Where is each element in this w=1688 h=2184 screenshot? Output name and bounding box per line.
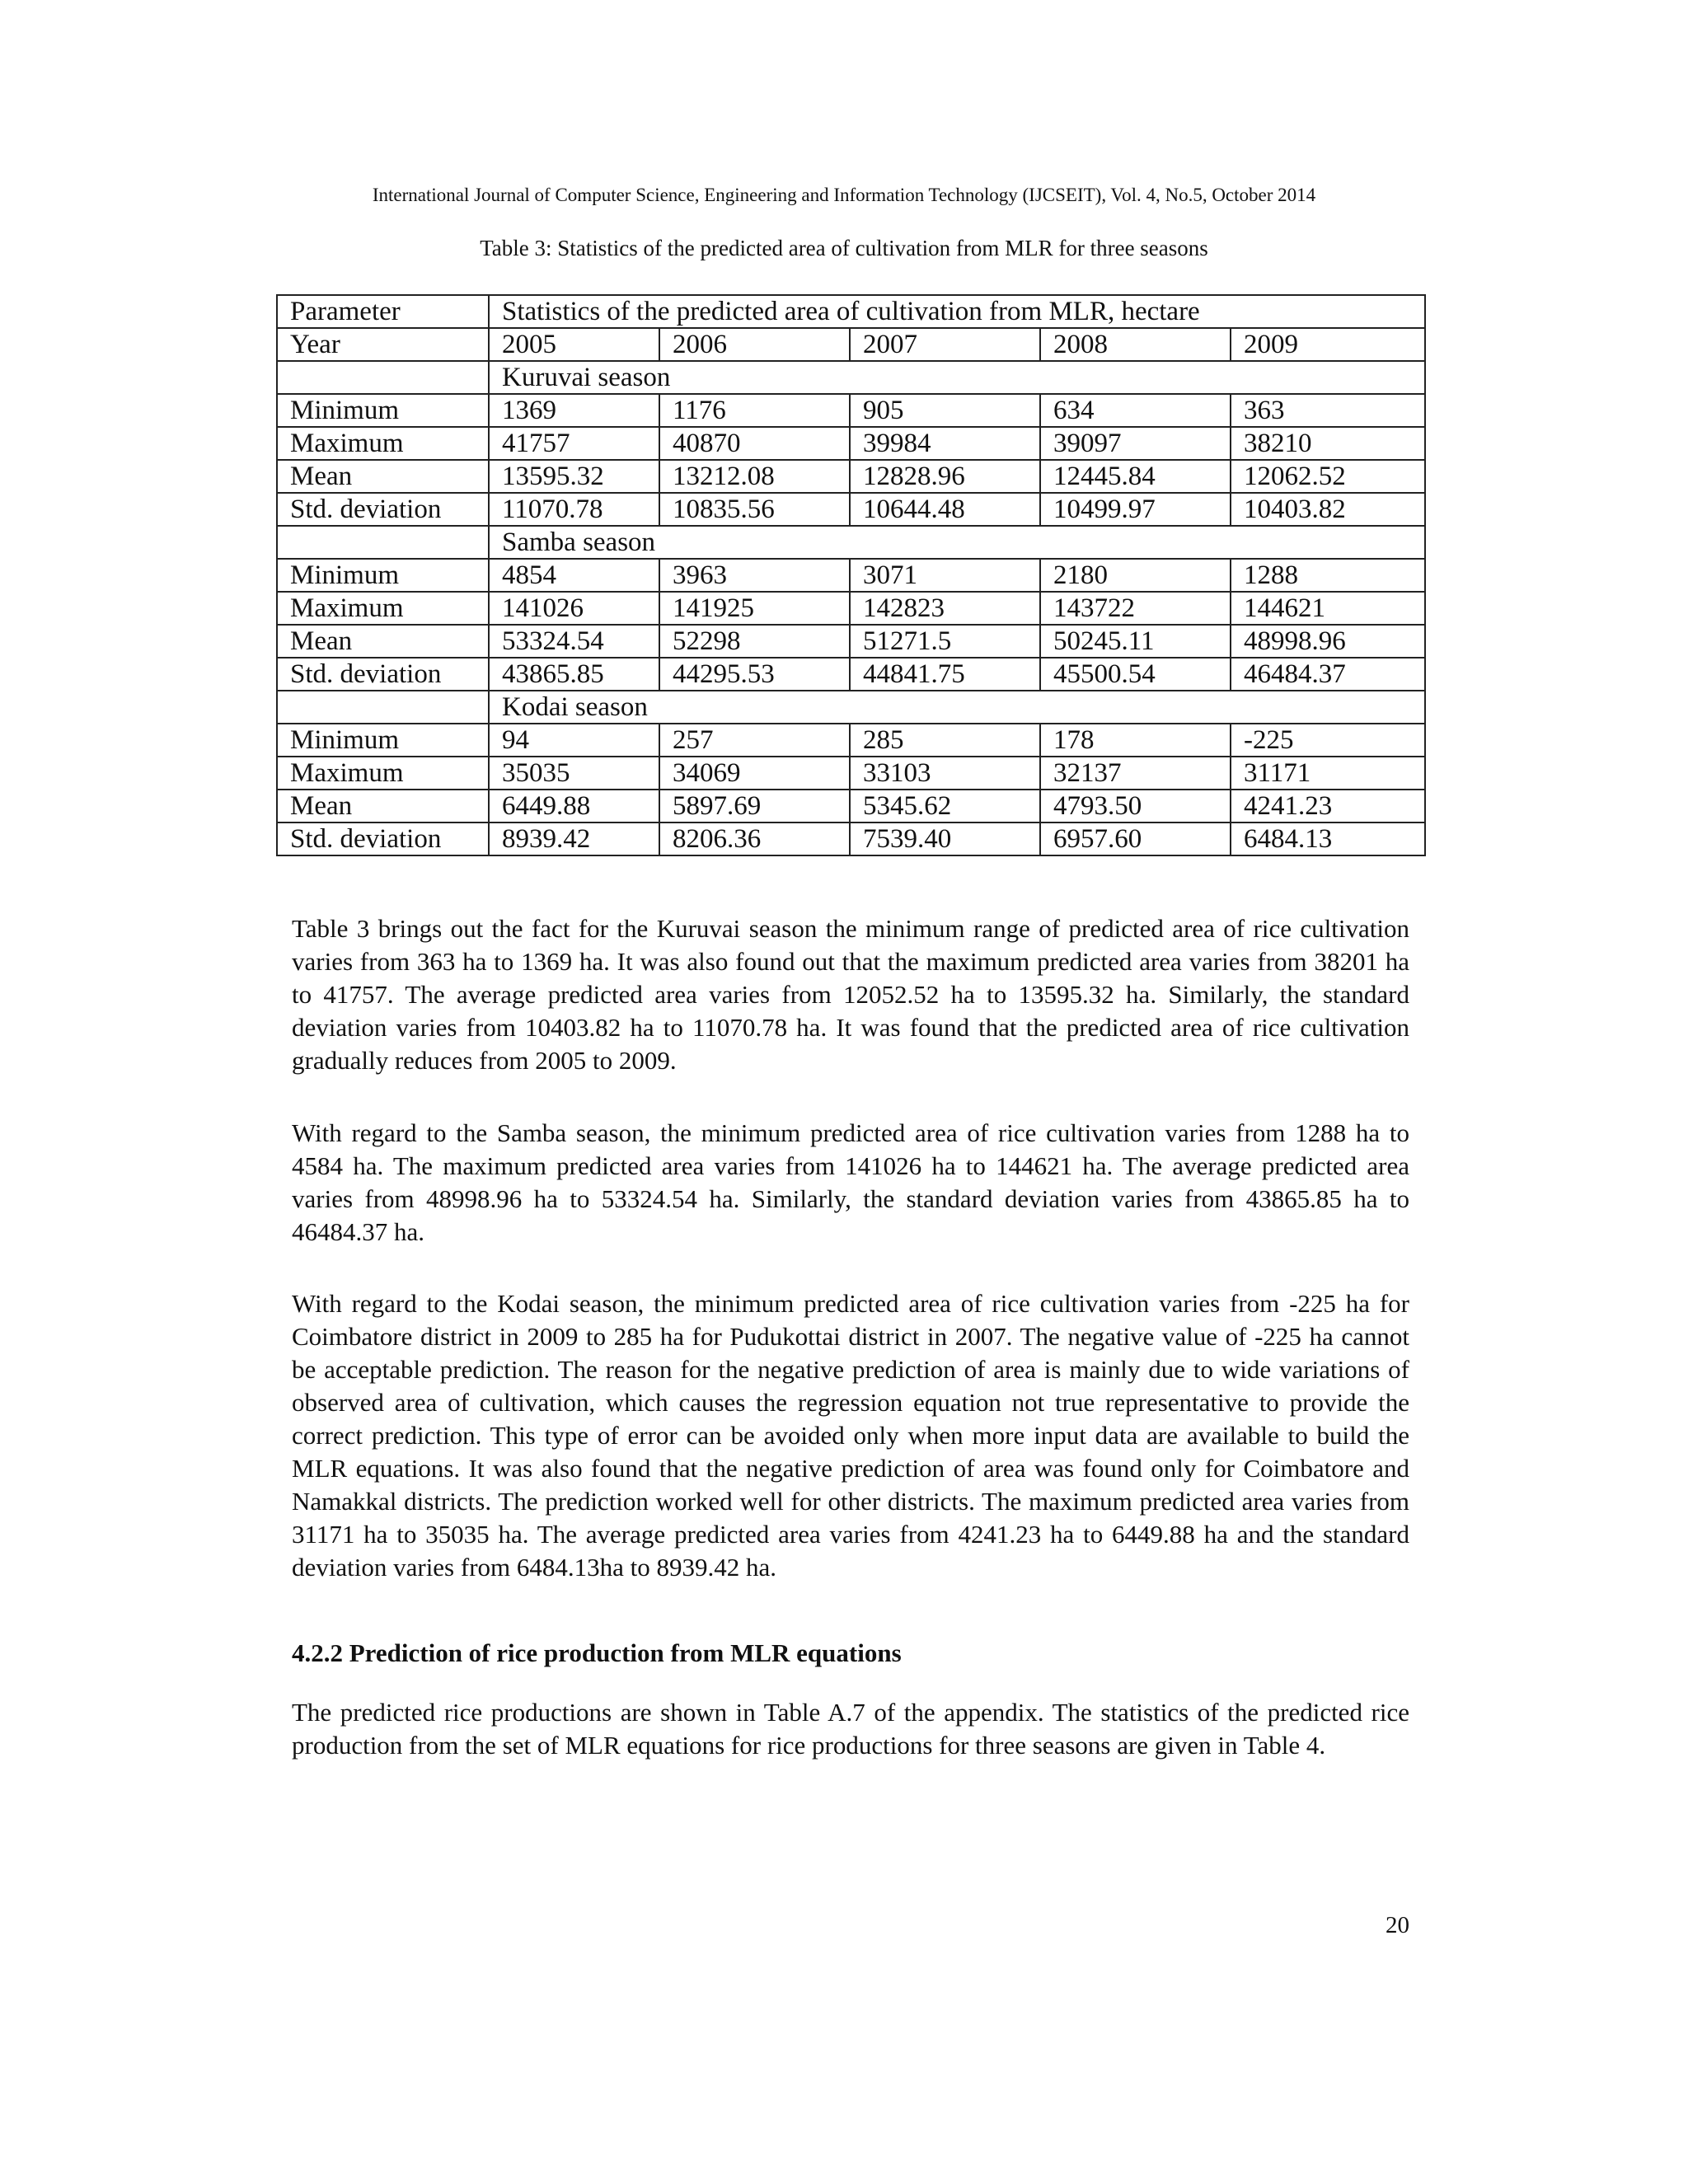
- table-row: [277, 625, 1425, 658]
- year-cell: 2006: [659, 328, 850, 361]
- value-cell: 7539.40: [850, 823, 1040, 855]
- empty-cell: [277, 361, 489, 394]
- row-label-cell: Maximum: [277, 757, 489, 790]
- table-row: [277, 724, 1425, 757]
- year-cell: 2008: [1040, 328, 1231, 361]
- table-caption: Table 3: Statistics of the predicted area of cultivation from MLR for three seasons: [480, 236, 1208, 260]
- value-cell: -225: [1231, 724, 1425, 757]
- value-cell: 10835.56: [659, 493, 850, 526]
- value-cell: 905: [850, 394, 1040, 427]
- value-cell: 31171: [1231, 757, 1425, 790]
- value-cell: 6957.60: [1040, 823, 1231, 855]
- value-cell: 143722: [1040, 592, 1231, 625]
- value-cell: 48998.96: [1231, 625, 1425, 658]
- year-cell: 2009: [1231, 328, 1425, 361]
- value-cell: 5345.62: [850, 790, 1040, 823]
- value-cell: 363: [1231, 394, 1425, 427]
- value-cell: 3071: [850, 559, 1040, 592]
- value-cell: 8939.42: [489, 823, 659, 855]
- row-label-cell: Std. deviation: [277, 493, 489, 526]
- empty-cell: [277, 526, 489, 559]
- value-cell: 12062.52: [1231, 460, 1425, 493]
- statistics-table: [276, 294, 1426, 856]
- table-title-row: [277, 295, 1425, 328]
- value-cell: 4241.23: [1231, 790, 1425, 823]
- value-cell: 40870: [659, 427, 850, 460]
- paragraph-kodai: With regard to the Kodai season, the minimum predicted area of rice cultivation varies from -225 ha for Coimbatore district in 2009 to 285 ha for Pudukottai district in 2007. The negative value of -225 ha cannot be acceptable prediction. The reason for the negative prediction of area is mainly due to wide variations of observed area of cultivation, which causes the regression equation not true representative to provide the correct prediction. This type of error can be avoided only when more input data are available to build the MLR equations. It was also found that the negative prediction of area was found only for Coimbatore and Namakkal districts. The prediction worked well for other districts. The maximum predicted area varies from 31171 ha to 35035 ha. The average predicted area varies from 4241.23 ha to 6449.88 ha and the standard deviation varies from 6484.13ha to 8939.42 ha.: [292, 1289, 1409, 1582]
- value-cell: 94: [489, 724, 659, 757]
- value-cell: 11070.78: [489, 493, 659, 526]
- paragraph-samba: With regard to the Samba season, the minimum predicted area of rice cultivation varies from 1288 ha to 4584 ha. The maximum predicted area varies from 141026 ha to 144621 ha. The average predicted area varies from 48998.96 ha to 53324.54 ha. Similarly, the standard deviation varies from 43865.85 ha to 46484.37 ha.: [292, 1118, 1409, 1246]
- value-cell: 39984: [850, 427, 1040, 460]
- page-number: 20: [1386, 1912, 1409, 1938]
- row-label-cell: Mean: [277, 790, 489, 823]
- row-label-cell: Mean: [277, 460, 489, 493]
- year-cell: 2007: [850, 328, 1040, 361]
- value-cell: 6449.88: [489, 790, 659, 823]
- value-cell: 8206.36: [659, 823, 850, 855]
- value-cell: 35035: [489, 757, 659, 790]
- parameter-header-cell: Parameter: [277, 295, 489, 328]
- value-cell: 12445.84: [1040, 460, 1231, 493]
- value-cell: 45500.54: [1040, 658, 1231, 691]
- table-row: [277, 757, 1425, 790]
- season-name-cell: Kodai season: [489, 691, 1425, 724]
- table-title-cell: Statistics of the predicted area of cultivation from MLR, hectare: [489, 295, 1425, 328]
- value-cell: 6484.13: [1231, 823, 1425, 855]
- season-name-cell: Kuruvai season: [489, 361, 1425, 394]
- value-cell: 13212.08: [659, 460, 850, 493]
- value-cell: 34069: [659, 757, 850, 790]
- value-cell: 285: [850, 724, 1040, 757]
- value-cell: 141026: [489, 592, 659, 625]
- value-cell: 41757: [489, 427, 659, 460]
- table-row: [277, 592, 1425, 625]
- value-cell: 2180: [1040, 559, 1231, 592]
- table-row: [277, 460, 1425, 493]
- value-cell: 33103: [850, 757, 1040, 790]
- table-row: [277, 559, 1425, 592]
- value-cell: 13595.32: [489, 460, 659, 493]
- table-row: [277, 658, 1425, 691]
- row-label-cell: Maximum: [277, 592, 489, 625]
- value-cell: 178: [1040, 724, 1231, 757]
- row-label-cell: Maximum: [277, 427, 489, 460]
- year-row: [277, 328, 1425, 361]
- value-cell: 44841.75: [850, 658, 1040, 691]
- value-cell: 142823: [850, 592, 1040, 625]
- season-name-cell: Samba season: [489, 526, 1425, 559]
- table-row: [277, 790, 1425, 823]
- season-header-row: [277, 691, 1425, 724]
- value-cell: 257: [659, 724, 850, 757]
- paragraph-production: The predicted rice productions are shown in Table A.7 of the appendix. The statistics of the predicted rice production from the set of MLR equations for rice productions for three seasons are given in Table 4.: [292, 1698, 1409, 1760]
- value-cell: 12828.96: [850, 460, 1040, 493]
- season-header-row: [277, 361, 1425, 394]
- section-heading: 4.2.2 Prediction of rice production from MLR equations: [292, 1638, 902, 1667]
- value-cell: 144621: [1231, 592, 1425, 625]
- table-row: [277, 823, 1425, 855]
- season-header-row: [277, 526, 1425, 559]
- table-row: [277, 394, 1425, 427]
- row-label-cell: Minimum: [277, 724, 489, 757]
- value-cell: 10644.48: [850, 493, 1040, 526]
- value-cell: 39097: [1040, 427, 1231, 460]
- value-cell: 4854: [489, 559, 659, 592]
- value-cell: 3963: [659, 559, 850, 592]
- value-cell: 634: [1040, 394, 1231, 427]
- row-label-cell: Mean: [277, 625, 489, 658]
- table-row: [277, 427, 1425, 460]
- value-cell: 32137: [1040, 757, 1231, 790]
- value-cell: 52298: [659, 625, 850, 658]
- value-cell: 1288: [1231, 559, 1425, 592]
- row-label-cell: Std. deviation: [277, 823, 489, 855]
- table-row: [277, 493, 1425, 526]
- year-label-cell: Year: [277, 328, 489, 361]
- row-label-cell: Std. deviation: [277, 658, 489, 691]
- paragraph-kuruvai: Table 3 brings out the fact for the Kuruvai season the minimum range of predicted area of rice cultivation varies from 363 ha to 1369 ha. It was also found out that the maximum predicted area varies from 38201 ha to 41757. The average predicted area varies from 12052.52 ha to 13595.32 ha. Similarly, the standard deviation varies from 10403.82 ha to 11070.78 ha. It was found that the predicted area of rice cultivation gradually reduces from 2005 to 2009.: [292, 914, 1409, 1075]
- value-cell: 38210: [1231, 427, 1425, 460]
- row-label-cell: Minimum: [277, 559, 489, 592]
- value-cell: 1176: [659, 394, 850, 427]
- value-cell: 1369: [489, 394, 659, 427]
- value-cell: 4793.50: [1040, 790, 1231, 823]
- value-cell: 10403.82: [1231, 493, 1425, 526]
- row-label-cell: Minimum: [277, 394, 489, 427]
- value-cell: 51271.5: [850, 625, 1040, 658]
- value-cell: 46484.37: [1231, 658, 1425, 691]
- empty-cell: [277, 691, 489, 724]
- value-cell: 43865.85: [489, 658, 659, 691]
- journal-header: International Journal of Computer Science, Engineering and Information Technology (IJCSEIT), Vol. 4, No.5, October 2014: [372, 185, 1316, 205]
- value-cell: 10499.97: [1040, 493, 1231, 526]
- value-cell: 5897.69: [659, 790, 850, 823]
- value-cell: 141925: [659, 592, 850, 625]
- year-cell: 2005: [489, 328, 659, 361]
- value-cell: 53324.54: [489, 625, 659, 658]
- value-cell: 50245.11: [1040, 625, 1231, 658]
- value-cell: 44295.53: [659, 658, 850, 691]
